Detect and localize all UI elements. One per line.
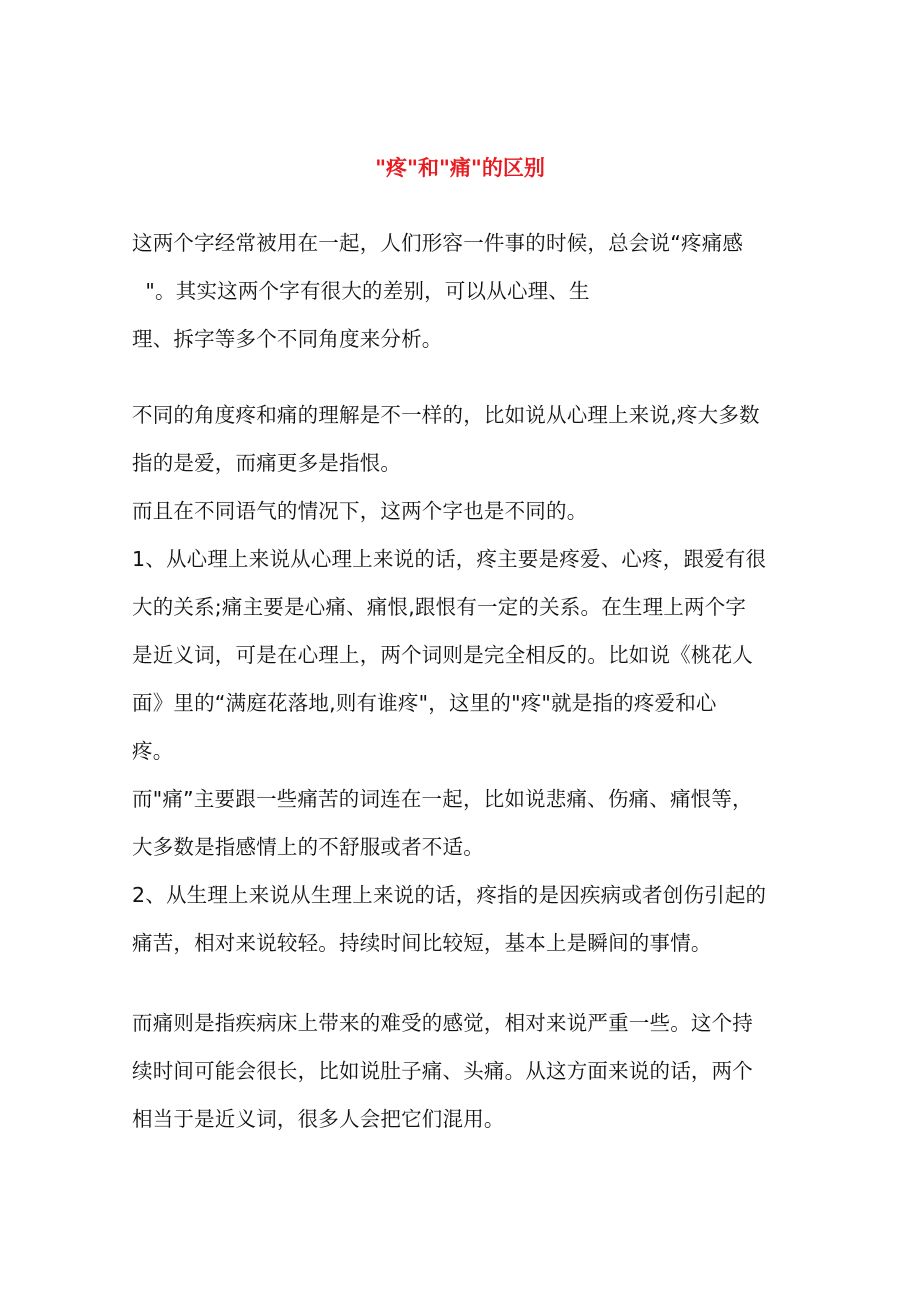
paragraph-line: 而且在不同语气的情况下，这两个字也是不同的。 (132, 499, 588, 523)
paragraph-line: 指的是爱，而痛更多是指恨。 (132, 451, 402, 475)
paragraph-line: 大的关系;痛主要是心痛、痛恨,跟恨有一定的关系。在生理上两个字 (132, 595, 747, 619)
paragraph-line: 2、从生理上来说从生理上来说的话，疼指的是因疾病或者创伤引起的 (132, 883, 767, 907)
paragraph-line: 大多数是指感情上的不舒服或者不适。 (132, 835, 484, 859)
paragraph-line: 1、从心理上来说从心理上来说的话，疼主要是疼爱、心疼，跟爱有很 (132, 547, 767, 571)
paragraph-line: 这两个字经常被用在一起，人们形容一件事的时候，总会说“疼痛感 (132, 231, 744, 255)
paragraph-line: 而"痛”主要跟一些痛苦的词连在一起，比如说悲痛、伤痛、痛恨等， (132, 787, 753, 811)
paragraph-line: 理、拆字等多个不同角度来分析。 (132, 327, 443, 351)
paragraph-line: 面》里的“满庭花落地,则有谁疼"，这里的"疼"就是指的疼爱和心 (132, 691, 717, 715)
paragraph-line: 是近义词，可是在心理上，两个词则是完全相反的。比如说《桃花人 (132, 643, 753, 667)
paragraph-line: 疼。 (132, 739, 174, 763)
paragraph-line: 不同的角度疼和痛的理解是不一样的，比如说从心理上来说,疼大多数 (132, 403, 760, 427)
paragraph-line: 而痛则是指疾病床上带来的难受的感觉，相对来说严重一些。这个持 (132, 1011, 753, 1035)
document-title: "疼"和"痛"的区别 (375, 156, 545, 180)
paragraph-line: 痛苦，相对来说较轻。持续时间比较短，基本上是瞬间的事情。 (132, 931, 712, 955)
paragraph-line: "。其实这两个字有很大的差别，可以从心理、生 (132, 279, 590, 303)
paragraph-line: 续时间可能会很长，比如说肚子痛、头痛。从这方面来说的话，两个 (132, 1059, 753, 1083)
paragraph-line: 相当于是近义词，很多人会把它们混用。 (132, 1107, 505, 1131)
